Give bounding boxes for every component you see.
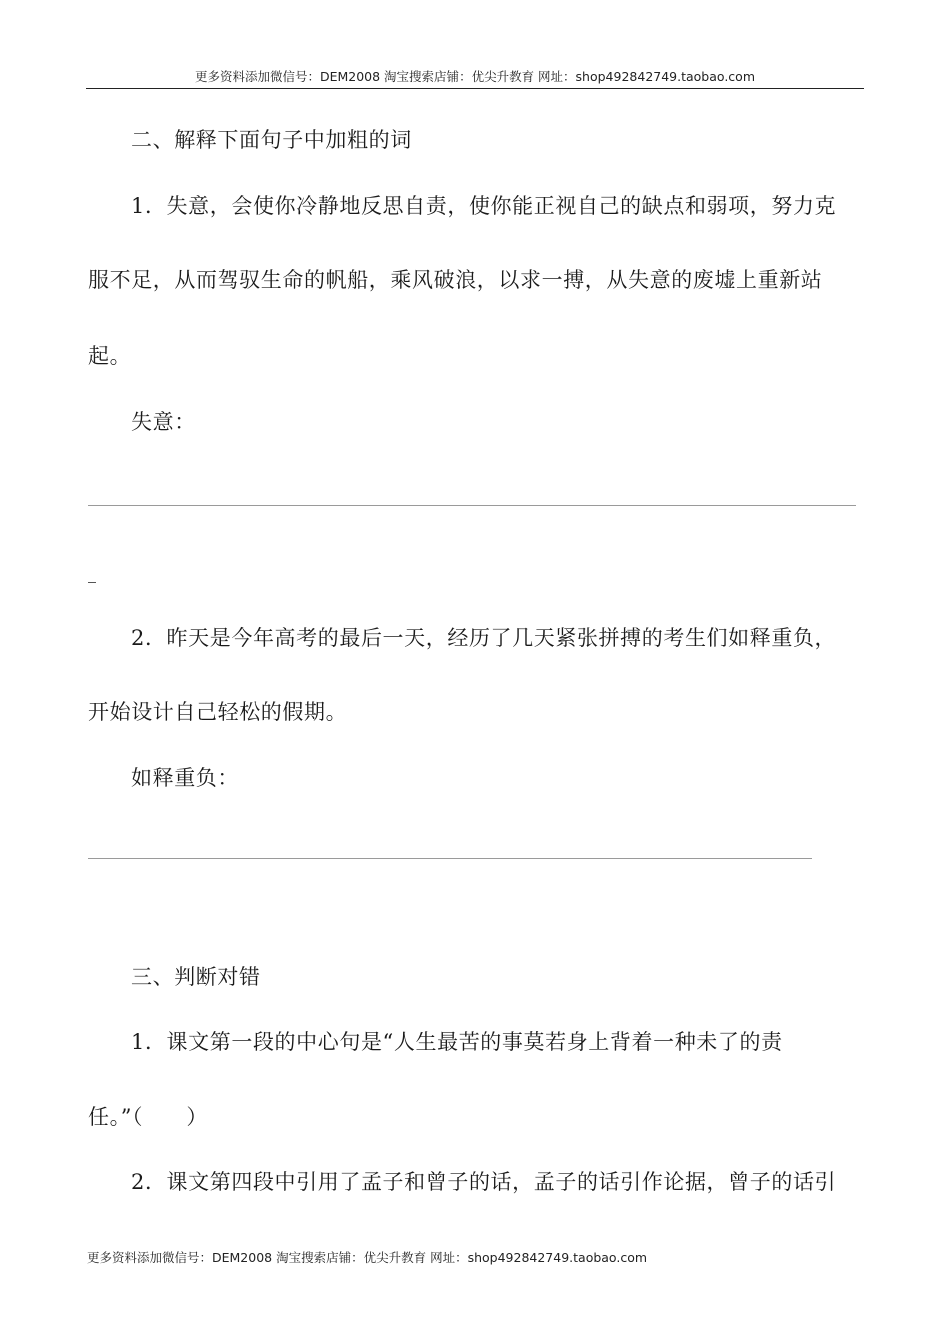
page-header: 更多资料添加微信号：DEM2008 淘宝搜索店铺：优尖升教育 网址：shop492842749.taobao.com bbox=[86, 68, 864, 89]
q1-answer-label: 失意： bbox=[131, 410, 196, 434]
q1-line-2: 服不足，从而驾驭生命的帆船，乘风破浪，以求一搏，从失意的废墟上重新站 bbox=[88, 268, 823, 292]
q2-answer-label: 如释重负： bbox=[131, 766, 239, 790]
q1-answer-line[interactable] bbox=[88, 505, 856, 506]
q2-line-1: 2．昨天是今年高考的最后一天，经历了几天紧张拼搏的考生们如释重负， bbox=[131, 626, 837, 650]
section-2-title: 二、解释下面句子中加粗的词 bbox=[131, 128, 412, 152]
q1-answer-line-tail bbox=[88, 582, 96, 583]
q1-line-3: 起。 bbox=[88, 344, 132, 368]
q2-answer-line[interactable] bbox=[88, 858, 812, 859]
q1-line-1: 1．失意，会使你冷静地反思自责，使你能正视自己的缺点和弱项，努力克 bbox=[131, 194, 837, 218]
q2-line-2: 开始设计自己轻松的假期。 bbox=[88, 700, 348, 724]
s3-q2-line-1: 2．课文第四段中引用了孟子和曾子的话，孟子的话引作论据，曾子的话引 bbox=[131, 1170, 837, 1194]
page-footer: 更多资料添加微信号：DEM2008 淘宝搜索店铺：优尖升教育 网址：shop492842749.taobao.com bbox=[87, 1250, 648, 1265]
s3-q1-line-1: 1．课文第一段的中心句是“人生最苦的事莫若身上背着一种未了的责 bbox=[131, 1030, 783, 1054]
s3-q1-line-2: 任。”（ ） bbox=[88, 1105, 208, 1129]
section-3-title: 三、判断对错 bbox=[131, 965, 261, 989]
